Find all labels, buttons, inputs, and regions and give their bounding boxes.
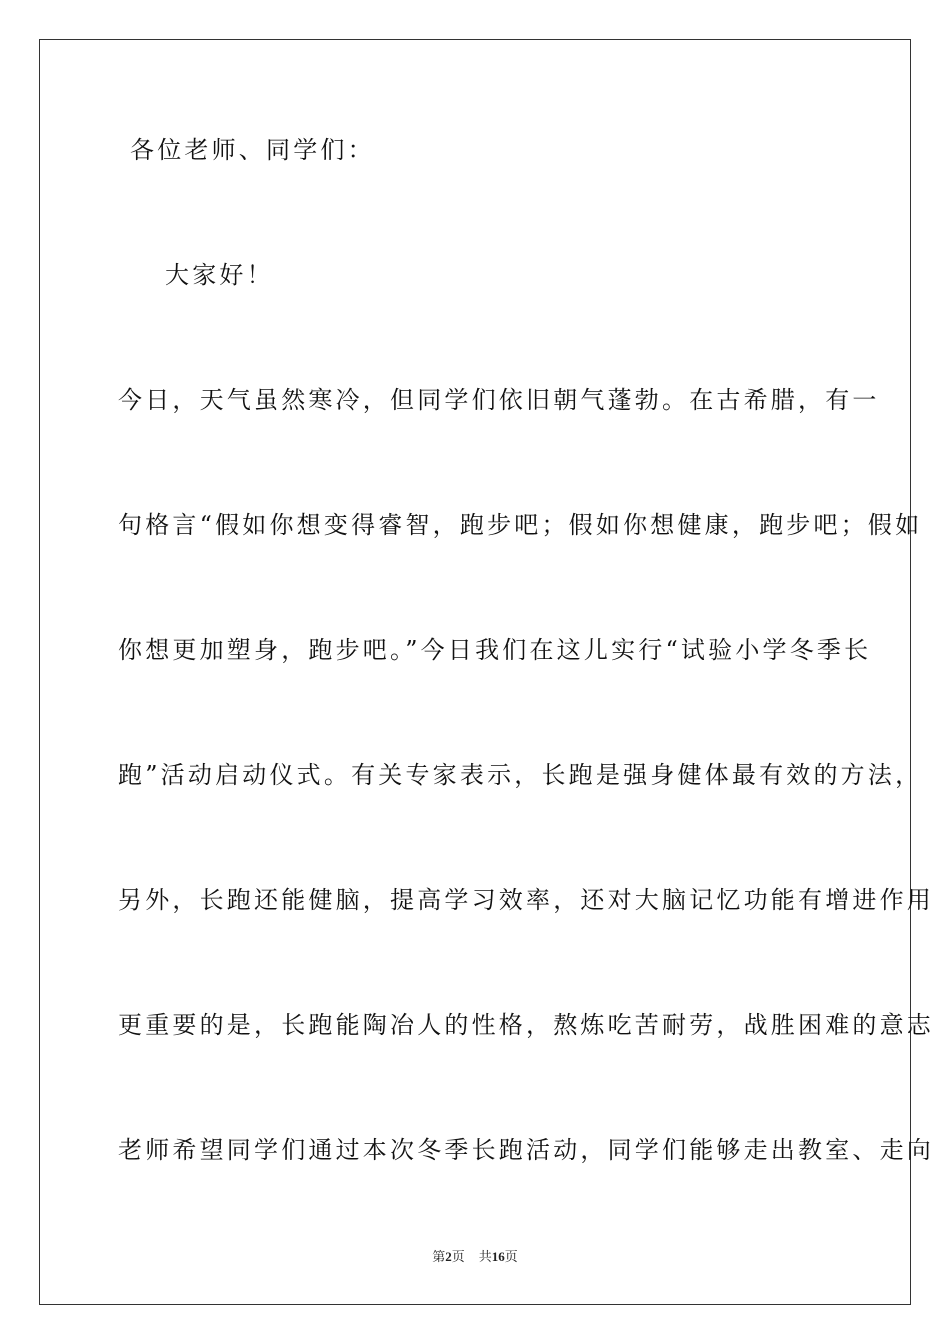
body-line-4: 跑”活动启动仪式。有关专家表示，长跑是强身健体最有效的方法， xyxy=(118,761,923,789)
page-total: 16 xyxy=(491,1249,505,1264)
page-current: 2 xyxy=(445,1249,452,1264)
body-line-2: 句格言“假如你想变得睿智，跑步吧；假如你想健康，跑步吧；假如 xyxy=(118,511,923,539)
page-footer xyxy=(0,1248,950,1266)
body-line-3: 你想更加塑身，跑步吧。”今日我们在这儿实行“试验小学冬季长 xyxy=(118,636,872,664)
body-line-5: 另外，长跑还能健脑，提高学习效率，还对大脑记忆功能有增进作用 xyxy=(118,886,934,914)
page-prefix: 第 xyxy=(432,1249,446,1264)
greeting: 大家好！ xyxy=(165,261,274,289)
body-line-6: 更重要的是，长跑能陶冶人的性格，熬炼吃苦耐劳，战胜困难的意志 xyxy=(118,1011,934,1039)
body-line-7: 老师希望同学们通过本次冬季长跑活动，同学们能够走出教室、走向 xyxy=(118,1136,934,1164)
page-suffix: 页 xyxy=(451,1249,465,1264)
salutation: 各位老师、同学们： xyxy=(130,136,375,164)
total-suffix: 页 xyxy=(504,1249,518,1264)
total-prefix: 共 xyxy=(478,1249,492,1264)
page-border xyxy=(39,39,934,1305)
body-line-1: 今日，天气虽然寒冷，但同学们依旧朝气蓬勃。在古希腊，有一 xyxy=(118,386,880,414)
